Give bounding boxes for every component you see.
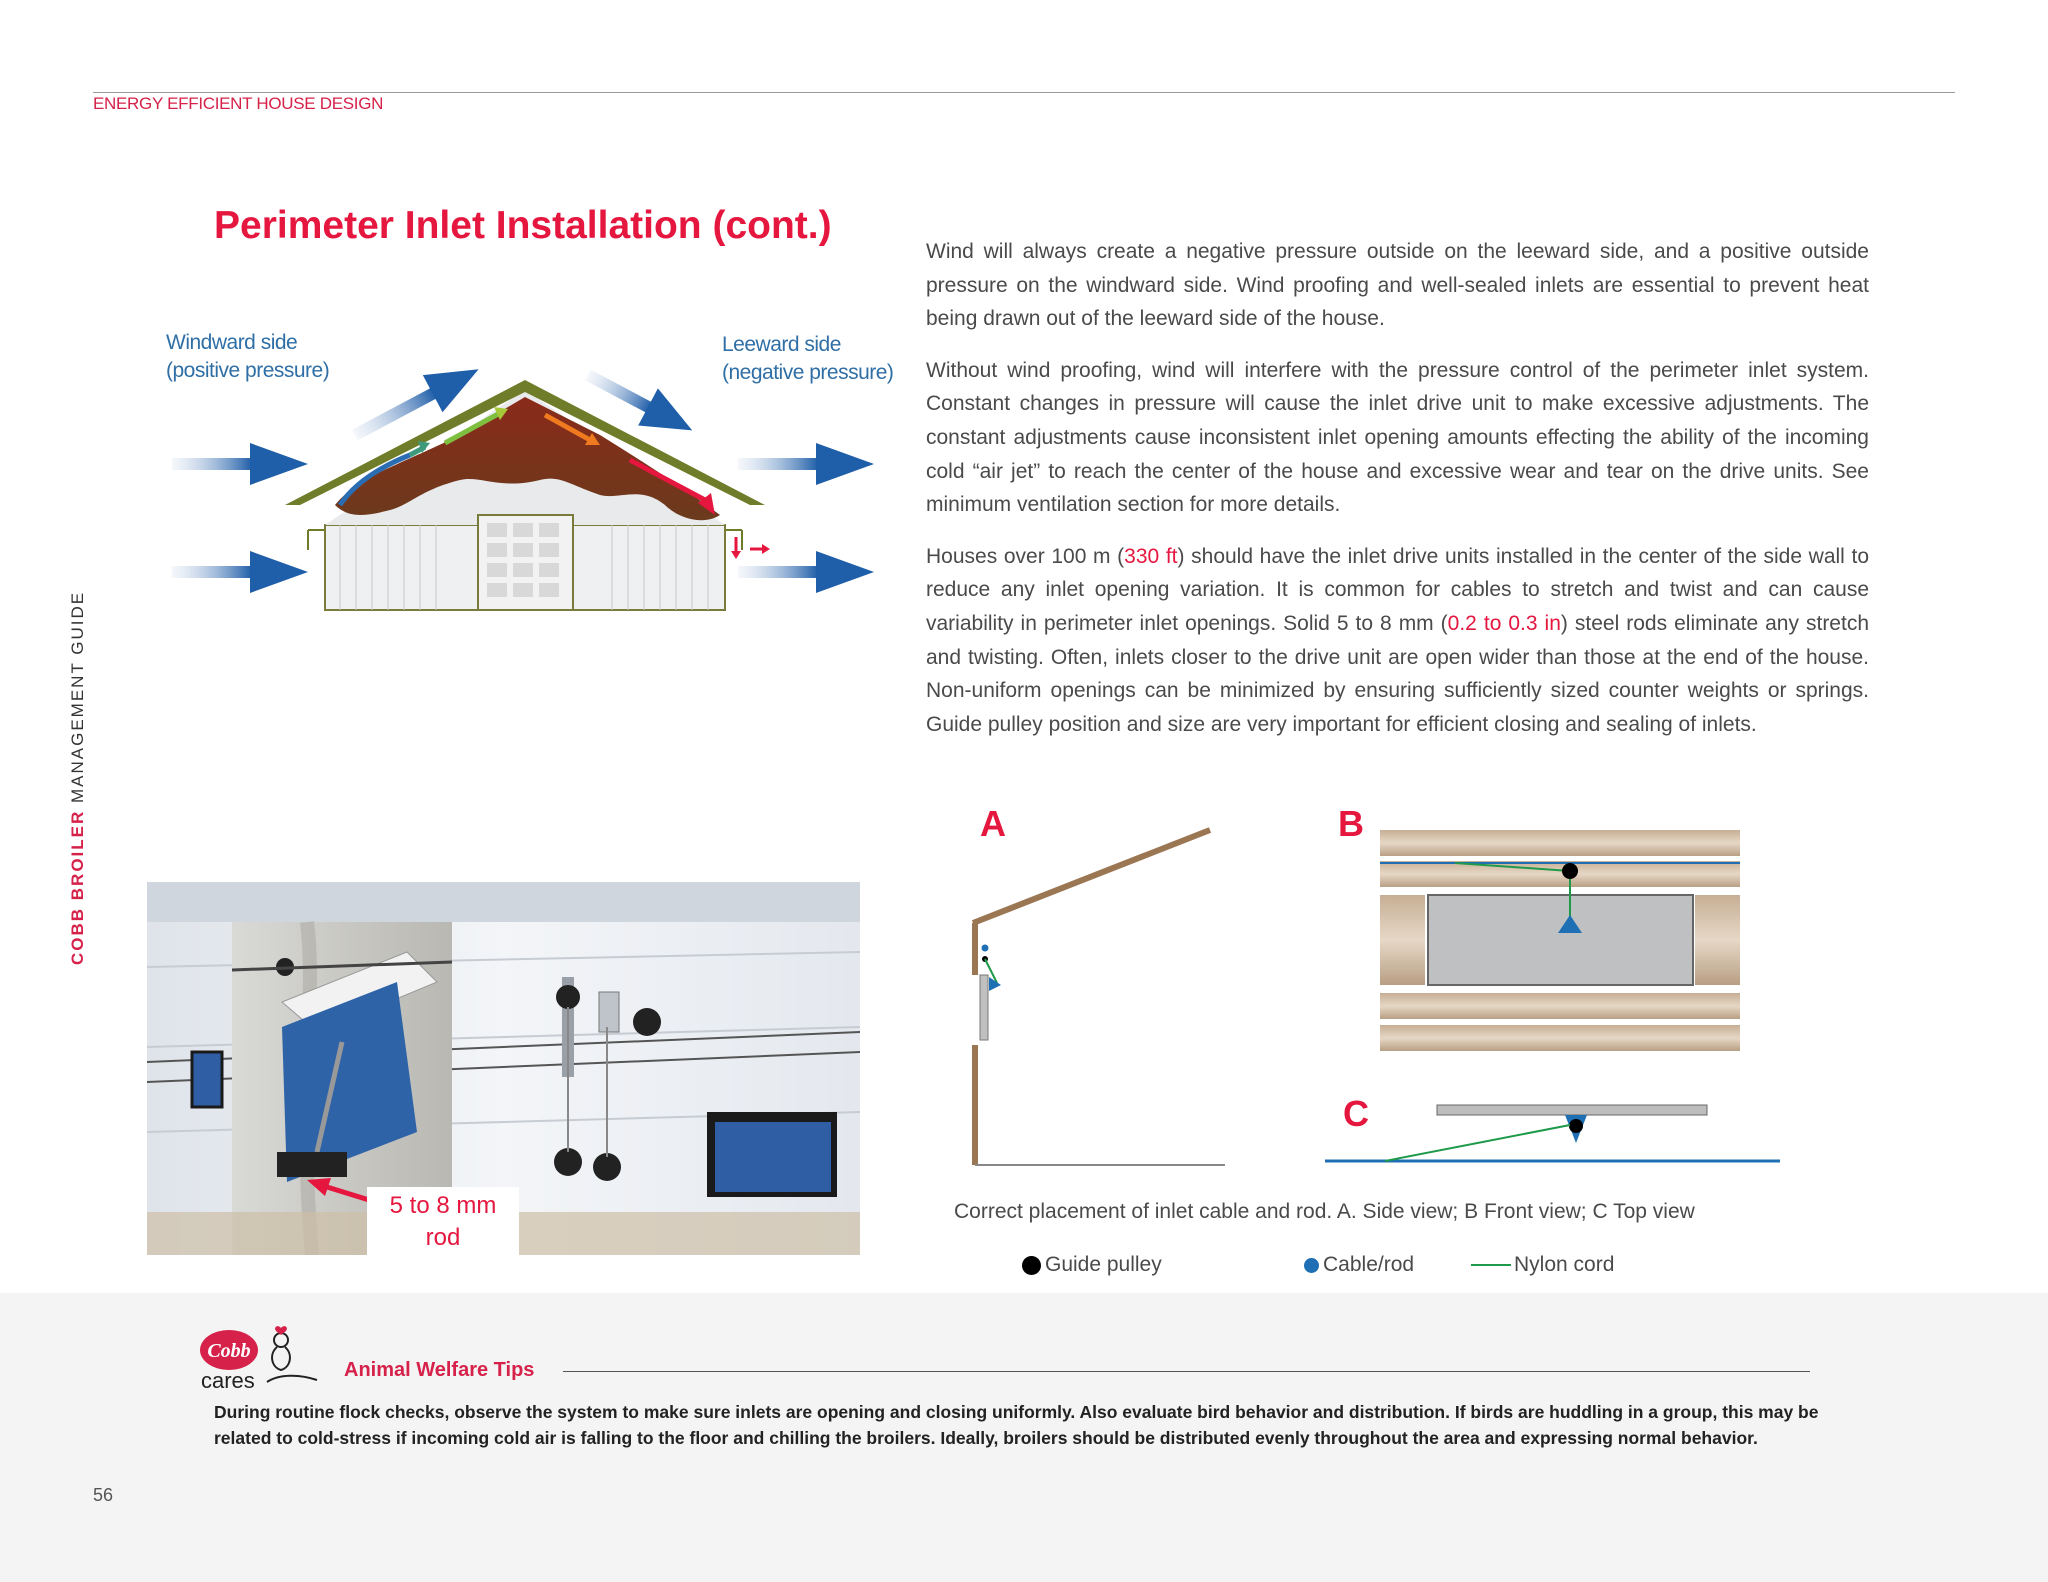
rod-callout-line1: 5 to 8 mm bbox=[389, 1192, 497, 1219]
paragraph-2: Without wind proofing, wind will interfere with the pressure control of the perimeter inlet system. Constant changes in pressure will cause the inlet drive unit to make excessive adjustments. The constant adjustments cause inconsistent inlet opening amounts effecting the ability of the incoming cold “air jet” to reach the center of the house and excessive wear and tear on the drive units. See minimum ventilation section for more details. bbox=[926, 358, 1869, 517]
legend-nylon-cord bbox=[1471, 1253, 1614, 1277]
cobb-cares-logo bbox=[199, 1322, 329, 1392]
diagram-label-b: B bbox=[1338, 803, 1364, 844]
top-view-diagram bbox=[1325, 1105, 1780, 1161]
cable-rod-icon bbox=[1304, 1258, 1319, 1273]
header-rule bbox=[93, 92, 1955, 93]
rod-callout bbox=[367, 1187, 519, 1255]
paragraph-3 bbox=[926, 540, 1869, 742]
paragraph-1: Wind will always create a negative pressure outside on the leeward side, and a positive outside pressure on the windward side. Wind proofing and well-sealed inlets are essential to prevent heat being drawn out of the leeward side of the house. bbox=[926, 240, 1869, 331]
guide-pulley-icon bbox=[1022, 1256, 1041, 1275]
logo-brand-text: Cobb bbox=[207, 1340, 251, 1362]
windward-line2: (positive pressure) bbox=[166, 359, 330, 382]
body-text bbox=[926, 235, 1869, 759]
windward-label bbox=[166, 329, 329, 385]
diagram-label-c: C bbox=[1343, 1093, 1369, 1134]
leeward-line1: Leeward side bbox=[722, 333, 841, 356]
side-view-diagram bbox=[973, 830, 1225, 1165]
side-brand: COBB BROILER bbox=[68, 809, 87, 965]
windward-line1: Windward side bbox=[166, 331, 298, 354]
welfare-tips-title: Animal Welfare Tips bbox=[344, 1359, 535, 1381]
logo-cares-text: cares bbox=[201, 1368, 255, 1392]
legend-cable-rod-label: Cable/rod bbox=[1323, 1253, 1415, 1276]
legend-nylon-cord-label: Nylon cord bbox=[1514, 1253, 1615, 1276]
legend-guide-pulley bbox=[1022, 1253, 1162, 1277]
highlight-inches: 0.2 to 0.3 in bbox=[1447, 611, 1561, 635]
paragraph-3-a: Houses over 100 m ( bbox=[926, 544, 1125, 568]
legend-cable-rod bbox=[1304, 1253, 1414, 1277]
paragraph-3-c: ) steel rods eliminate any stretch and twisting. Often, inlets closer to the drive unit are open wider than those at the end of the house. Non-uniform openings can be minimized by ensuring sufficiently sized counter weights or springs. Guide pulley position and size are very important for efficient closing and sealing of inlets. bbox=[926, 611, 1870, 736]
highlight-330ft: 330 ft bbox=[1124, 544, 1178, 568]
leeward-line2: (negative pressure) bbox=[722, 361, 894, 384]
page-number: 56 bbox=[93, 1485, 114, 1505]
paragraph-3-b: ) should have the inlet drive units installed in the center of the side wall to reduce any inlet opening variation. It is common for cables to stretch and twist and can cause variability in perimeter inlet openings. Solid 5 to 8 mm ( bbox=[926, 544, 1870, 635]
diagram-label-a: A bbox=[980, 803, 1006, 844]
diagram-caption: Correct placement of inlet cable and rod. A. Side view; B Front view; C Top view bbox=[954, 1200, 1695, 1223]
rod-callout-line2: rod bbox=[425, 1224, 461, 1251]
welfare-tips-text: During routine flock checks, observe the system to make sure inlets are opening and closing uniformly. Also evaluate bird behavior and distribution. If birds are huddling in a group, this may be related to cold-stress if incoming cold air is falling to the floor and chilling the broilers. Ideally, broilers should be distributed evenly throughout the area and expressing normal behavior. bbox=[214, 1402, 1819, 1448]
welfare-tips-rule bbox=[563, 1371, 1810, 1372]
leeward-label bbox=[722, 331, 893, 387]
side-rest: MANAGEMENT GUIDE bbox=[68, 590, 87, 810]
side-guide-label bbox=[68, 591, 88, 965]
legend-guide-pulley-label: Guide pulley bbox=[1045, 1253, 1162, 1276]
page-title: Perimeter Inlet Installation (cont.) bbox=[214, 204, 832, 247]
front-view-diagram bbox=[1380, 830, 1740, 1051]
nylon-cord-icon bbox=[1471, 1264, 1511, 1266]
section-header: ENERGY EFFICIENT HOUSE DESIGN bbox=[93, 94, 384, 113]
